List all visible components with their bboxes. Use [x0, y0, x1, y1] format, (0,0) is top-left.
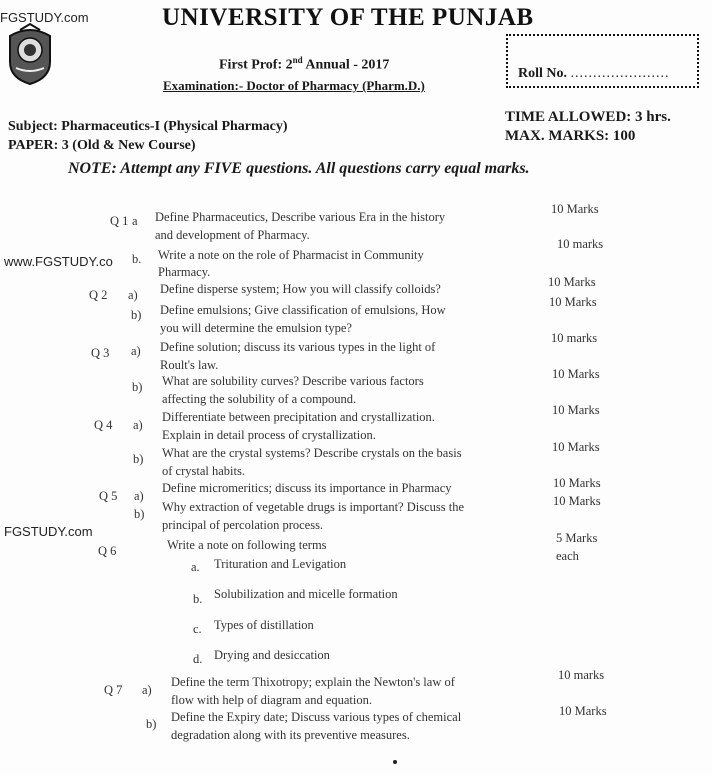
marks: each	[556, 549, 579, 563]
subject: Subject: Pharmaceutics-I (Physical Pharmacy)	[8, 119, 288, 134]
examination-name: Examination:- Doctor of Pharmacy (Pharm.D.)	[163, 78, 425, 93]
part-label: d.	[193, 652, 203, 666]
marks: 10 Marks	[559, 704, 607, 718]
university-crest-icon	[6, 22, 54, 86]
part-label: a)	[133, 418, 143, 432]
part-label: a)	[128, 288, 138, 302]
question-text: Define micromeritics; discuss its importance in Pharmacy	[162, 481, 452, 495]
question-text: Solubilization and micelle formation	[214, 587, 398, 601]
marks: 5 Marks	[556, 531, 598, 545]
paper-number: PAPER: 3 (Old & New Course)	[8, 138, 196, 153]
marks: 10 Marks	[553, 476, 601, 490]
part-label: a)	[131, 344, 141, 358]
question-number: Q 6	[98, 544, 117, 558]
roll-number-label: Roll No. ......................	[518, 66, 670, 81]
part-label: c.	[193, 622, 202, 636]
question-text: Why extraction of vegetable drugs is important? Discuss the	[162, 500, 465, 514]
marks: 10 marks	[558, 668, 605, 682]
question-text: What are the crystal systems? Describe crystals on the basis	[162, 446, 462, 460]
marks: 10 marks	[557, 237, 604, 251]
question-text: principal of percolation process.	[162, 518, 324, 532]
part-label: b.	[132, 252, 142, 266]
question-text: Write a note on following terms	[167, 538, 327, 552]
part-label: a)	[134, 489, 144, 503]
question-text: Explain in detail process of crystallization.	[162, 428, 376, 442]
part-label: a)	[142, 683, 152, 697]
marks: 10 marks	[551, 331, 598, 345]
watermark-text: FGSTUDY.com	[0, 10, 89, 25]
question-text: Differentiate between precipitation and crystallization.	[162, 410, 435, 424]
marks: 10 Marks	[552, 403, 600, 417]
question-text: Drying and desiccation	[214, 648, 330, 662]
question-text: Pharmacy.	[158, 265, 211, 279]
marks: 10 Marks	[552, 367, 600, 381]
question-text: Define the term Thixotropy; explain the Newton's law of	[171, 675, 455, 689]
part-label: b)	[132, 380, 143, 394]
question-text: flow with help of diagram and equation.	[171, 693, 372, 707]
marks: 10 Marks	[551, 202, 599, 216]
question-text: and development of Pharmacy.	[155, 228, 310, 242]
marks: 10 Marks	[552, 440, 600, 454]
marks: 10 Marks	[549, 295, 597, 309]
question-text: you will determine the emulsion type?	[160, 321, 352, 335]
question-number: Q 7	[104, 683, 123, 697]
time-allowed: TIME ALLOWED: 3 hrs.	[505, 109, 671, 125]
question-text: Define the Expiry date; Discuss various types of chemical	[171, 710, 462, 724]
part-label: a.	[191, 560, 200, 574]
question-text: Roult's law.	[160, 358, 219, 372]
question-number: Q 2	[89, 288, 108, 302]
instructions-note: NOTE: Attempt any FIVE questions. All questions carry equal marks.	[68, 160, 530, 177]
question-text: Define disperse system; How you will classify colloids?	[160, 282, 441, 296]
question-text: What are solubility curves? Describe various factors	[162, 374, 424, 388]
max-marks: MAX. MARKS: 100	[505, 128, 636, 144]
question-number: Q 5	[99, 489, 118, 503]
question-text: Write a note on the role of Pharmacist in Community	[158, 248, 424, 262]
exam-session: First Prof: 2nd Annual - 2017	[219, 55, 390, 73]
question-text: Types of distillation	[214, 618, 314, 632]
part-label: b)	[146, 717, 157, 731]
question-number: Q 3	[91, 346, 110, 360]
question-text: Define Pharmaceutics, Describe various Era in the history	[155, 210, 446, 224]
question-text: of crystal habits.	[162, 464, 245, 478]
watermark-text: FGSTUDY.com	[4, 524, 93, 539]
part-label: b.	[193, 592, 203, 606]
page-dot	[393, 760, 397, 764]
part-label: a	[132, 214, 138, 228]
question-text: affecting the solubility of a compound.	[162, 392, 357, 406]
question-number: Q 4	[94, 418, 113, 432]
marks: 10 Marks	[548, 275, 596, 289]
university-title: UNIVERSITY OF THE PUNJAB	[162, 4, 534, 31]
watermark-text: www.FGSTUDY.co	[4, 254, 113, 269]
marks: 10 Marks	[553, 494, 601, 508]
question-number: Q 1	[110, 214, 129, 228]
part-label: b)	[134, 507, 145, 521]
part-label: b)	[131, 308, 142, 322]
question-text: Trituration and Levigation	[214, 557, 347, 571]
question-text: Define solution; discuss its various types in the light of	[160, 340, 436, 354]
question-text: degradation along with its preventive measures.	[171, 728, 410, 742]
question-text: Define emulsions; Give classification of emulsions, How	[160, 303, 446, 317]
part-label: b)	[133, 452, 144, 466]
